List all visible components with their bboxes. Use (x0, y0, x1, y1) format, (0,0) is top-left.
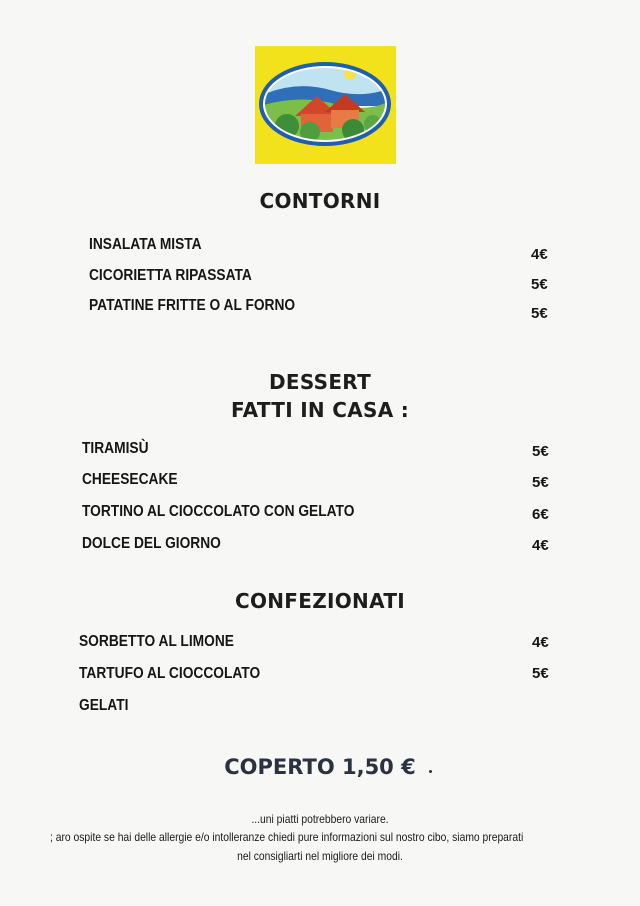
menu-item-price: 5€ (532, 443, 549, 460)
menu-item-price: 6€ (532, 506, 549, 523)
menu-item-price: 5€ (531, 305, 548, 322)
menu-item-name: TIRAMISÙ (82, 440, 149, 457)
menu-item-name: SORBETTO AL LIMONE (79, 633, 234, 650)
menu-item-name: TARTUFO AL CIOCCOLATO (79, 665, 261, 682)
section-title-contorni: CONTORNI (259, 189, 381, 213)
section-title-dessert: DESSERT (268, 370, 372, 394)
section-title-confezionati: CONFEZIONATI (234, 589, 406, 613)
stray-dot (429, 770, 432, 773)
menu-item-name: GELATI (79, 697, 129, 714)
menu-item-name: PATATINE FRITTE O AL FORNO (89, 297, 296, 314)
farm-landscape-logo-icon (255, 46, 396, 164)
menu-item-price: 4€ (531, 246, 548, 263)
menu-item-price: 4€ (532, 537, 549, 554)
menu-item-name: TORTINO AL CIOCCOLATO CON GELATO (82, 503, 355, 520)
note-line-3: nel consigliarti nel migliore dei modi. (237, 849, 403, 863)
note-line-1: ...uni piatti potrebbero variare. (251, 812, 389, 826)
note-line-2: ; aro ospite se hai delle allergie e/o intolleranze chiedi pure informazioni sul nostro cibo, siamo preparati (50, 830, 524, 844)
coperto-charge: COPERTO 1,50 € (224, 755, 416, 779)
menu-item-name: INSALATA MISTA (89, 236, 202, 253)
restaurant-logo (255, 46, 396, 164)
menu-item-name: DOLCE DEL GIORNO (82, 535, 221, 552)
menu-item-price: 5€ (531, 276, 548, 293)
menu-item-name: CHEESECAKE (82, 471, 178, 488)
menu-item-price: 5€ (532, 665, 549, 682)
menu-item-price: 5€ (532, 474, 549, 491)
menu-item-name: CICORIETTA RIPASSATA (89, 267, 252, 284)
section-subtitle-dessert: FATTI IN CASA : (230, 398, 410, 422)
menu-item-price: 4€ (532, 634, 549, 651)
